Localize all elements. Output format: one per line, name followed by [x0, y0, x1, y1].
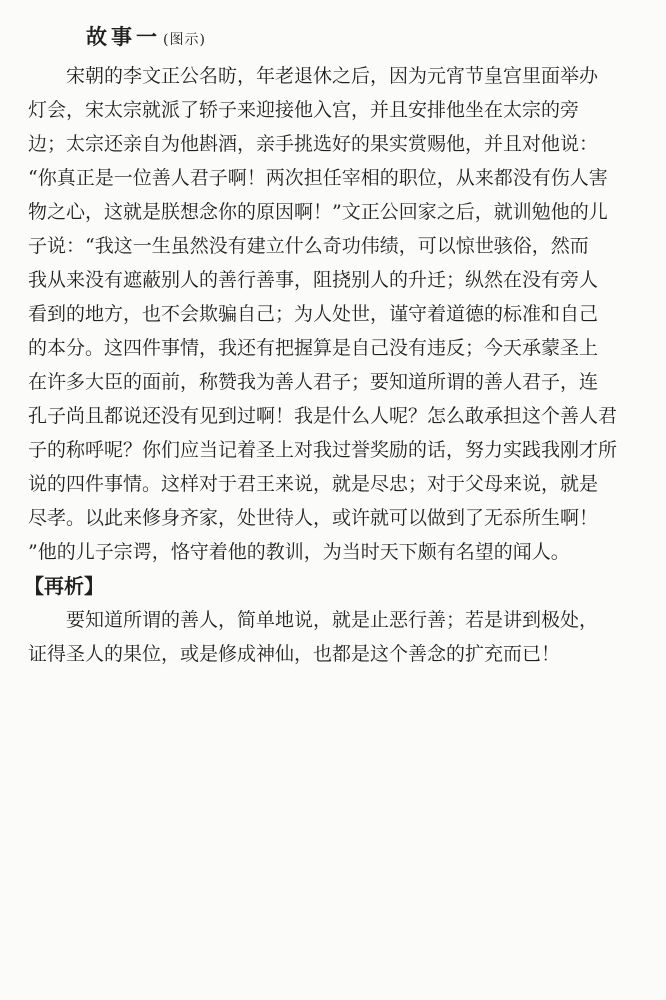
story-title-tag: (图示)	[163, 32, 206, 48]
story-line: 边；太宗还亲自为他斟酒，亲手挑选好的果实赏赐他，并且对他说：	[28, 133, 599, 155]
story-line: 灯会，宋太宗就派了轿子来迎接他入宫，并且安排他坐在太宗的旁	[28, 99, 580, 121]
story-line: “你真正是一位善人君子啊！两次担任宰相的职位，从来都没有伤人害	[28, 167, 608, 189]
analysis-heading: 【再析】	[24, 574, 104, 598]
story-line: 子说：“我这一生虽然没有建立什么奇功伟绩，可以惊世骇俗，然而	[28, 235, 589, 257]
story-line: 的本分。这四件事情，我还有把握算是自己没有违反；今天承蒙圣上	[28, 337, 599, 359]
story-line: ”他的儿子宗谔，恪守着他的教训，为当时天下颇有名望的闻人。	[28, 541, 570, 563]
story-line: 物之心，这就是朕想念你的原因啊！”文正公回家之后，就训勉他的儿	[28, 201, 608, 223]
story-line: 孔子尚且都说还没有见到过啊！我是什么人呢？怎么敢承担这个善人君	[28, 405, 618, 427]
story-line: 尽孝。以此来修身齐家，处世待人，或许就可以做到了无忝所生啊！	[28, 507, 599, 529]
story-line: 看到的地方，也不会欺骗自己；为人处世，谨守着道德的标准和自己	[28, 303, 599, 325]
story-line: 我从来没有遮蔽别人的善行善事，阻挠别人的升迁；纵然在没有旁人	[28, 269, 599, 291]
story-title-text: 故事一	[86, 24, 161, 49]
analysis-line: 要知道所谓的善人，简单地说，就是止恶行善；若是讲到极处，	[66, 609, 599, 631]
story-line: 说的四件事情。这样对于君王来说，就是尽忠；对于父母来说，就是	[28, 473, 599, 495]
story-line: 子的称呼呢？你们应当记着圣上对我过誉奖励的话，努力实践我刚才所	[28, 439, 618, 461]
analysis-body	[28, 603, 646, 671]
story-title	[86, 26, 646, 47]
story-line: 宋朝的李文正公名昉，年老退休之后，因为元宵节皇宫里面举办	[66, 65, 599, 87]
story-body	[28, 59, 646, 569]
story-line: 在许多大臣的面前，称赞我为善人君子；要知道所谓的善人君子，连	[28, 371, 599, 393]
analysis-line: 证得圣人的果位，或是修成神仙，也都是这个善念的扩充而已！	[28, 643, 561, 665]
